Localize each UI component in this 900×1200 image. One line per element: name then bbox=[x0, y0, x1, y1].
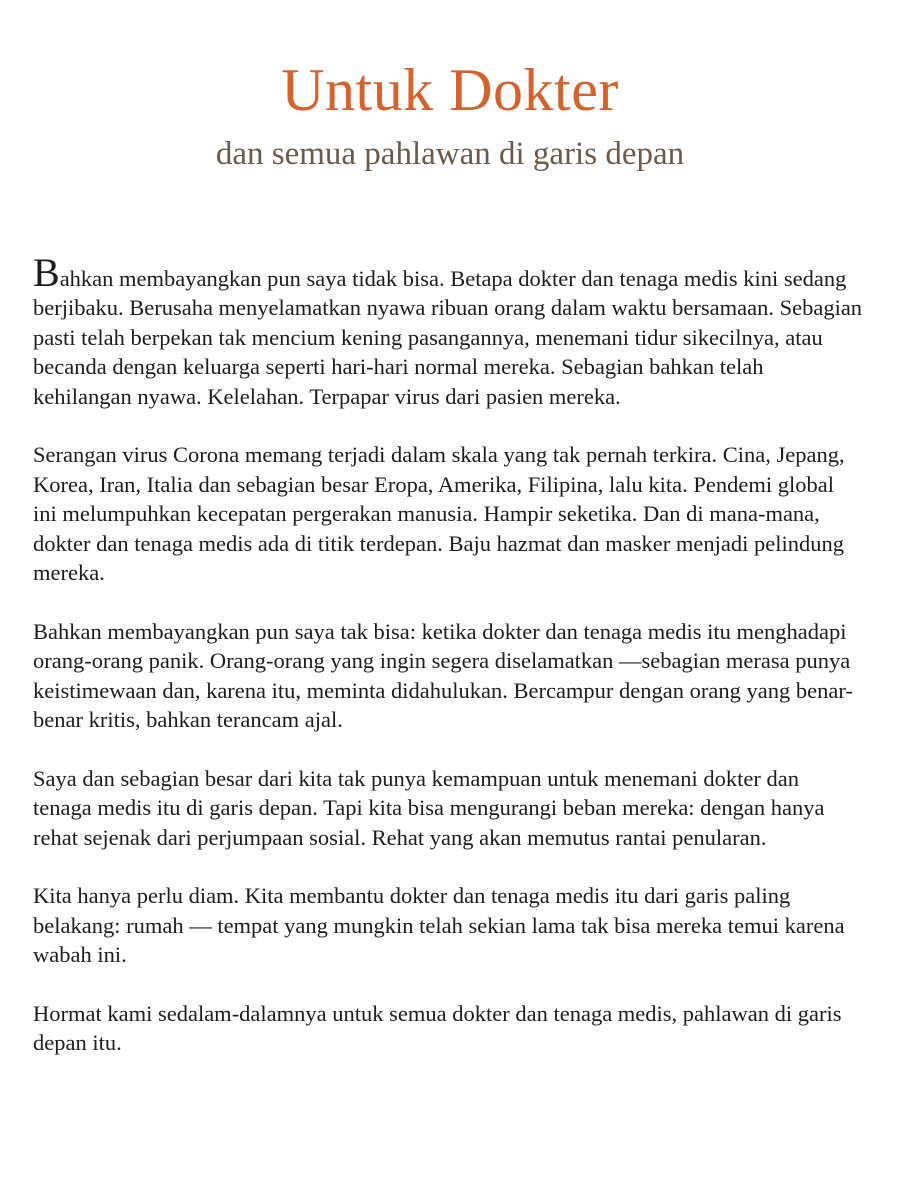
body-text bbox=[33, 250, 863, 1087]
paragraph-3: Bahkan membayangkan pun saya tak bisa: ketika dokter dan tenaga medis itu menghadapi orang-orang panik. Orang-orang yang ingin segera diselamatkan —sebagian merasa punya keistimewaan dan, karena itu, meminta didahulukan. Bercampur dengan orang yang benar-benar kritis, bahkan terancam ajal. bbox=[33, 618, 853, 733]
page-subtitle: dan semua pahlawan di garis depan bbox=[215, 136, 685, 172]
paragraph-4: Saya dan sebagian besar dari kita tak punya kemampuan untuk menemani dokter dan tenaga medis itu di garis depan. Tapi kita bisa mengurangi beban mereka: dengan hanya rehat sejenak dari perjumpaan sosial. Rehat yang akan memutus rantai penularan. bbox=[33, 765, 825, 850]
page-title: Untuk Dokter bbox=[281, 57, 619, 123]
drop-cap: B bbox=[33, 250, 60, 295]
paragraph-2: Serangan virus Corona memang terjadi dalam skala yang tak pernah terkira. Cina, Jepang, Korea, Iran, Italia dan sebagian besar Eropa, Amerika, Filipina, lalu kita. Pendemi global ini melumpuhkan kecepatan pergerakan manusia. Hampir seketika. Dan di mana-mana, dokter dan tenaga medis ada di titik terdepan. Baju hazmat dan masker menjadi pelindung mereka. bbox=[33, 442, 845, 586]
paragraph-1-text: ahkan membayangkan pun saya tidak bisa. Betapa dokter dan tenaga medis kini sedang berjibaku. Berusaha menyelamatkan nyawa ribuan orang dalam waktu bersamaan. Sebagian pasti telah berpekan tak mencium kening pasangannya, menemani tidur sikecilnya, atau becanda dengan keluarga seperti hari-hari normal mereka. Sebagian bahkan telah kehilangan nyawa. Kelelahan. Terpapar virus dari pasien mereka. bbox=[33, 266, 863, 409]
paragraph-1 bbox=[33, 250, 863, 411]
paragraph-5: Kita hanya perlu diam. Kita membantu dokter dan tenaga medis itu dari garis paling belakang: rumah — tempat yang mungkin telah sekian lama tak bisa mereka temui karena wabah ini. bbox=[33, 883, 845, 968]
paragraph-6: Hormat kami sedalam-dalamnya untuk semua dokter dan tenaga medis, pahlawan di garis depan itu. bbox=[33, 1001, 842, 1056]
header bbox=[0, 0, 900, 174]
